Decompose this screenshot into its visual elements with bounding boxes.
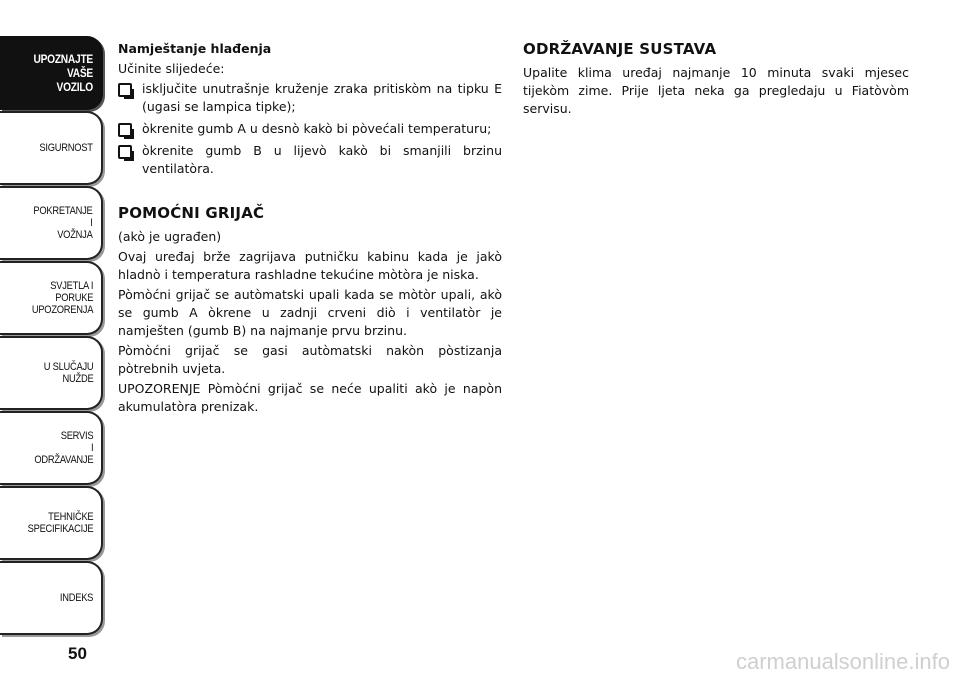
- right-column: [523, 40, 909, 120]
- section-heading: ODRŽAVANJE SUSTAVA: [523, 40, 717, 58]
- paragraph: Pòmòćni grijač se gasi autòmatski nakòn pòstizanja pòtrebnih uvjeta.: [118, 343, 502, 376]
- left-column: [118, 40, 502, 418]
- list-item: [118, 120, 502, 138]
- tab-label: POKRETANJE I VOŽNJA: [33, 205, 93, 241]
- tab-tehnicke-specifikacije[interactable]: [0, 486, 103, 560]
- tab-label: UPOZNAJTE VAŠE VOZILO: [33, 52, 93, 94]
- list-item: [118, 142, 502, 178]
- tab-upoznajte-vase-vozilo[interactable]: [0, 36, 103, 110]
- paragraph: Upalite klima uređaj najmanje 10 minuta svaki mjesec tijekòm zime. Prije ljeta neka ga pregledaju u Fiatòvòm servisu.: [523, 65, 909, 116]
- tab-indeks[interactable]: [0, 561, 103, 635]
- tab-sigurnost[interactable]: [0, 111, 103, 185]
- tab-label: SERVIS I ODRŽAVANJE: [34, 430, 93, 466]
- checkbox-bullet-icon: [118, 83, 132, 97]
- list-item-text: òkrenite gumb B u lijevò kakò bi smanjili brzinu ventilatòra.: [142, 143, 502, 176]
- list-item-text: isključite unutrašnje kruženje zraka pritiskòm na tipku E (ugasi se lampica tipke);: [142, 81, 502, 114]
- bullet-list: [118, 80, 502, 178]
- intro-text: Učinite slijedeće:: [118, 61, 225, 76]
- paragraph: Pòmòćni grijač se autòmatski upali kada se mòtòr upali, akò se gumb A òkrene u zadnji crveni diò i ventilatòr je namješten (gumb B) na najmanje prvu brzinu.: [118, 287, 502, 338]
- chapter-tabs: [0, 36, 104, 636]
- page-number: 50: [68, 644, 87, 663]
- tab-label: SIGURNOST: [39, 142, 93, 154]
- tab-label: SVJETLA I PORUKE UPOZORENJA: [31, 280, 93, 316]
- checkbox-bullet-icon: [118, 123, 132, 137]
- paragraph: (akò je ugrađen): [118, 229, 222, 244]
- watermark: carmanualsonline.info: [735, 649, 950, 674]
- checkbox-bullet-icon: [118, 145, 132, 159]
- tab-svjetla-i-poruke[interactable]: [0, 261, 103, 335]
- list-item-text: òkrenite gumb A u desnò kakò bi pòvećali temperaturu;: [142, 121, 492, 136]
- tab-u-slucaju-nuzde[interactable]: [0, 336, 103, 410]
- tab-label: TEHNIČKE SPECIFIKACIJE: [27, 511, 93, 535]
- paragraph: UPOZORENJE Pòmòćni grijač se neće upaliti akò je napòn akumulatòra prenizak.: [118, 381, 502, 414]
- tab-servis-i-odrzavanje[interactable]: [0, 411, 103, 485]
- paragraph: Ovaj uređaj brže zagrijava putničku kabinu kada je jakò hladnò i temperatura rashladne tekućine mòtòra je niska.: [118, 249, 502, 282]
- section-subhead: Namještanje hlađenja: [118, 41, 272, 56]
- section-heading: POMOĆNI GRIJAČ: [118, 204, 265, 222]
- tab-label: INDEKS: [59, 592, 93, 604]
- tab-pokretanje-i-voznja[interactable]: [0, 186, 103, 260]
- list-item: [118, 80, 502, 116]
- tab-label: U SLUČAJU NUŽDE: [43, 361, 93, 385]
